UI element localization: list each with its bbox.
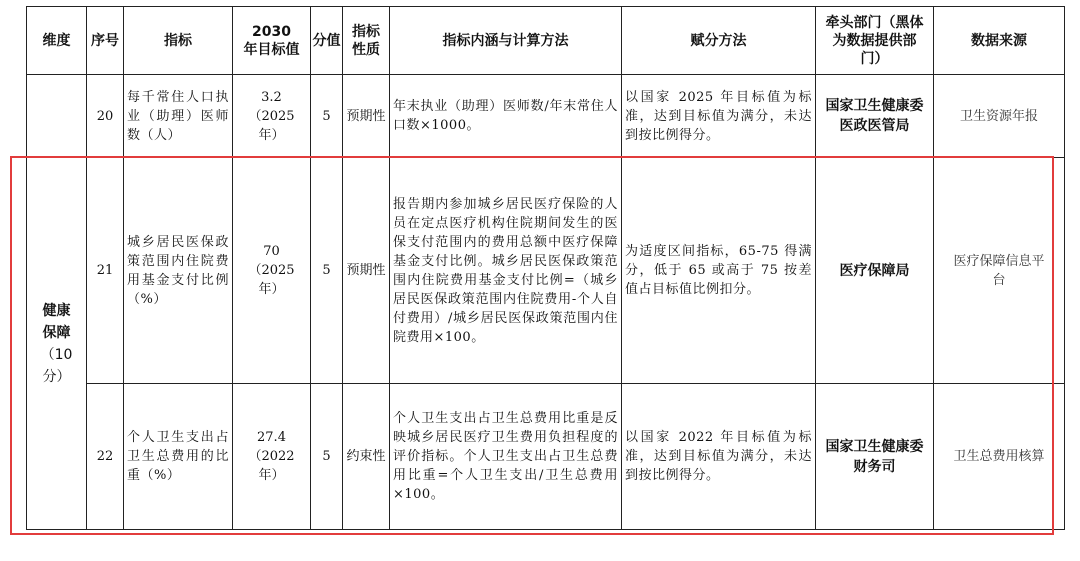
scoring-cell: 以国家 2022 年目标值为标准，达到目标值为满分，未达到按比例得分。 bbox=[622, 384, 816, 530]
nature-cell: 预期性 bbox=[343, 158, 390, 384]
header-definition: 指标内涵与计算方法 bbox=[390, 7, 622, 75]
indicator-cell: 每千常住人口执业（助理）医师数（人） bbox=[124, 75, 233, 158]
table-row bbox=[27, 75, 1065, 158]
indicator-cell: 城乡居民医保政策范围内住院费用基金支付比例（%） bbox=[124, 158, 233, 384]
table-row bbox=[27, 384, 1065, 530]
dimension-name: 健康保障 bbox=[42, 302, 71, 341]
header-target: 2030 年目标值 bbox=[233, 7, 311, 75]
scoring-cell: 为适度区间指标，65-75 得满分，低于 65 或高于 75 按差值占目标值比例扣分。 bbox=[622, 158, 816, 384]
target-cell: 70（2025年） bbox=[233, 158, 311, 384]
table-row bbox=[27, 158, 1065, 384]
definition-cell: 年末执业（助理）医师数/年末常住人口数×1000。 bbox=[390, 75, 622, 158]
dept-cell: 国家卫生健康委财务司 bbox=[816, 384, 934, 530]
header-nature: 指标性质 bbox=[343, 7, 390, 75]
score-cell: 5 bbox=[311, 384, 343, 530]
dimension-cell bbox=[27, 158, 87, 530]
score-cell: 5 bbox=[311, 75, 343, 158]
source-cell: 卫生资源年报 bbox=[934, 75, 1065, 158]
header-indicator: 指标 bbox=[124, 7, 233, 75]
nature-cell: 约束性 bbox=[343, 384, 390, 530]
indicator-cell: 个人卫生支出占卫生总费用的比重（%） bbox=[124, 384, 233, 530]
score-cell: 5 bbox=[311, 158, 343, 384]
seq-cell: 22 bbox=[87, 384, 124, 530]
header-score: 分值 bbox=[311, 7, 343, 75]
header-row bbox=[27, 7, 1065, 75]
definition-cell: 个人卫生支出占卫生总费用比重是反映城乡居民医疗卫生费用负担程度的评价指标。个人卫生支出占卫生总费用比重=个人卫生支出/卫生总费用×100。 bbox=[390, 384, 622, 530]
dept-cell: 国家卫生健康委医政医管局 bbox=[816, 75, 934, 158]
source-cell: 医疗保障信息平台 bbox=[934, 158, 1065, 384]
nature-cell: 预期性 bbox=[343, 75, 390, 158]
definition-cell: 报告期内参加城乡居民医疗保险的人员在定点医疗机构住院期间发生的医保支付范围内的费用总额中医疗保障基金支付比例。城乡居民医保政策范围内住院费用基金支付比例=（城乡居民医保政策范围内住院费用-个人自付费用）/城乡居民医保政策范围内住院费用×100。 bbox=[390, 158, 622, 384]
indicator-table bbox=[26, 6, 1065, 530]
header-dimension: 维度 bbox=[27, 7, 87, 75]
header-source: 数据来源 bbox=[934, 7, 1065, 75]
target-cell: 3.2（2025年） bbox=[233, 75, 311, 158]
dimension-cell-empty bbox=[27, 75, 87, 158]
header-dept: 牵头部门（黑体为数据提供部门） bbox=[816, 7, 934, 75]
dimension-score: （10 分） bbox=[40, 346, 73, 385]
header-seq: 序号 bbox=[87, 7, 124, 75]
seq-cell: 20 bbox=[87, 75, 124, 158]
source-cell: 卫生总费用核算 bbox=[934, 384, 1065, 530]
scoring-cell: 以国家 2025 年目标值为标准，达到目标值为满分，未达到按比例得分。 bbox=[622, 75, 816, 158]
seq-cell: 21 bbox=[87, 158, 124, 384]
header-scoring: 赋分方法 bbox=[622, 7, 816, 75]
dept-cell: 医疗保障局 bbox=[816, 158, 934, 384]
target-cell: 27.4（2022年） bbox=[233, 384, 311, 530]
